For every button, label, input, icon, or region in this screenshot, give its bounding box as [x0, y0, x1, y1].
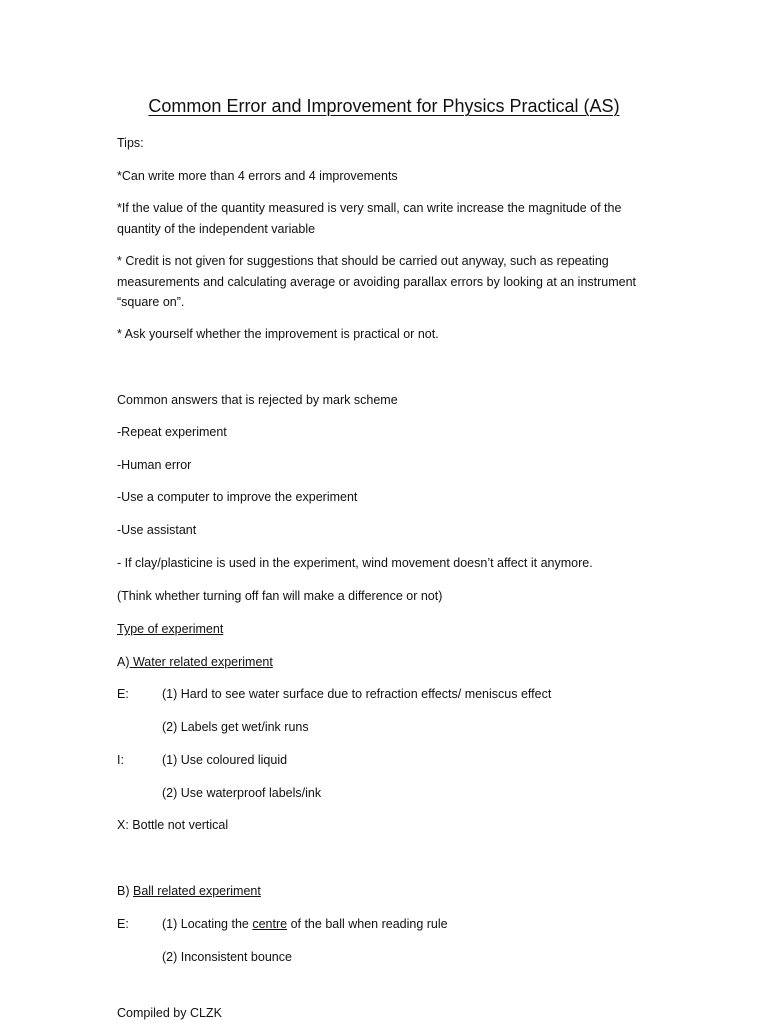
error-item-pre: (1) Locating the	[162, 917, 253, 931]
tip-item: *Can write more than 4 errors and 4 improvements	[117, 169, 398, 183]
section-prefix: B)	[117, 884, 130, 898]
improvement-item: (2) Use waterproof labels/ink	[162, 786, 322, 800]
rejected-item: -Repeat experiment	[117, 425, 227, 439]
tip-item: * Credit is not given for suggestions that should be carried out anyway, such as repeating measurements and calculating average or avoiding parallax errors by looking at an instrument “square on”.	[117, 254, 637, 309]
ball-error-row	[117, 914, 448, 934]
section-title: Water related experiment	[129, 655, 273, 669]
error-item: (1) Hard to see water surface due to refraction effects/ meniscus effect	[162, 687, 552, 701]
document-title: Common Error and Improvement for Physics Practical (AS)	[148, 96, 620, 116]
error-label: E:	[117, 687, 129, 701]
tip-item: * Ask yourself whether the improvement is practical or not.	[117, 327, 439, 341]
section-heading-types: Type of experiment	[117, 622, 224, 636]
water-x-line: X: Bottle not vertical	[117, 818, 229, 832]
tips-heading: Tips:	[117, 136, 144, 150]
error-label: E:	[117, 917, 129, 931]
improvement-label: I:	[117, 753, 124, 767]
rejected-item: - If clay/plasticine is used in the experiment, wind movement doesn’t affect it anymore.	[117, 556, 593, 570]
rejected-item: -Human error	[117, 458, 192, 472]
ball-section-heading	[117, 881, 261, 901]
footer-credit: Compiled by CLZK	[117, 1006, 222, 1020]
error-item: (2) Inconsistent bounce	[162, 950, 292, 964]
water-error-row	[117, 684, 551, 704]
tip-item: *If the value of the quantity measured is very small, can write increase the magnitude of the quantity of the independent variable	[117, 201, 622, 236]
rejected-item: -Use assistant	[117, 523, 197, 537]
error-item-post: of the ball when reading rule	[287, 917, 448, 931]
rejected-note: (Think whether turning off fan will make a difference or not)	[117, 589, 443, 603]
section-prefix: A)	[117, 655, 130, 669]
water-improvement-row	[117, 750, 287, 770]
error-item-underlined: centre	[252, 917, 288, 931]
rejected-item: -Use a computer to improve the experiment	[117, 490, 358, 504]
rejected-heading: Common answers that is rejected by mark scheme	[117, 393, 398, 407]
water-section-heading	[117, 652, 273, 672]
error-item: (2) Labels get wet/ink runs	[162, 720, 309, 734]
improvement-item: (1) Use coloured liquid	[162, 753, 288, 767]
section-title: Ball related experiment	[132, 884, 261, 898]
